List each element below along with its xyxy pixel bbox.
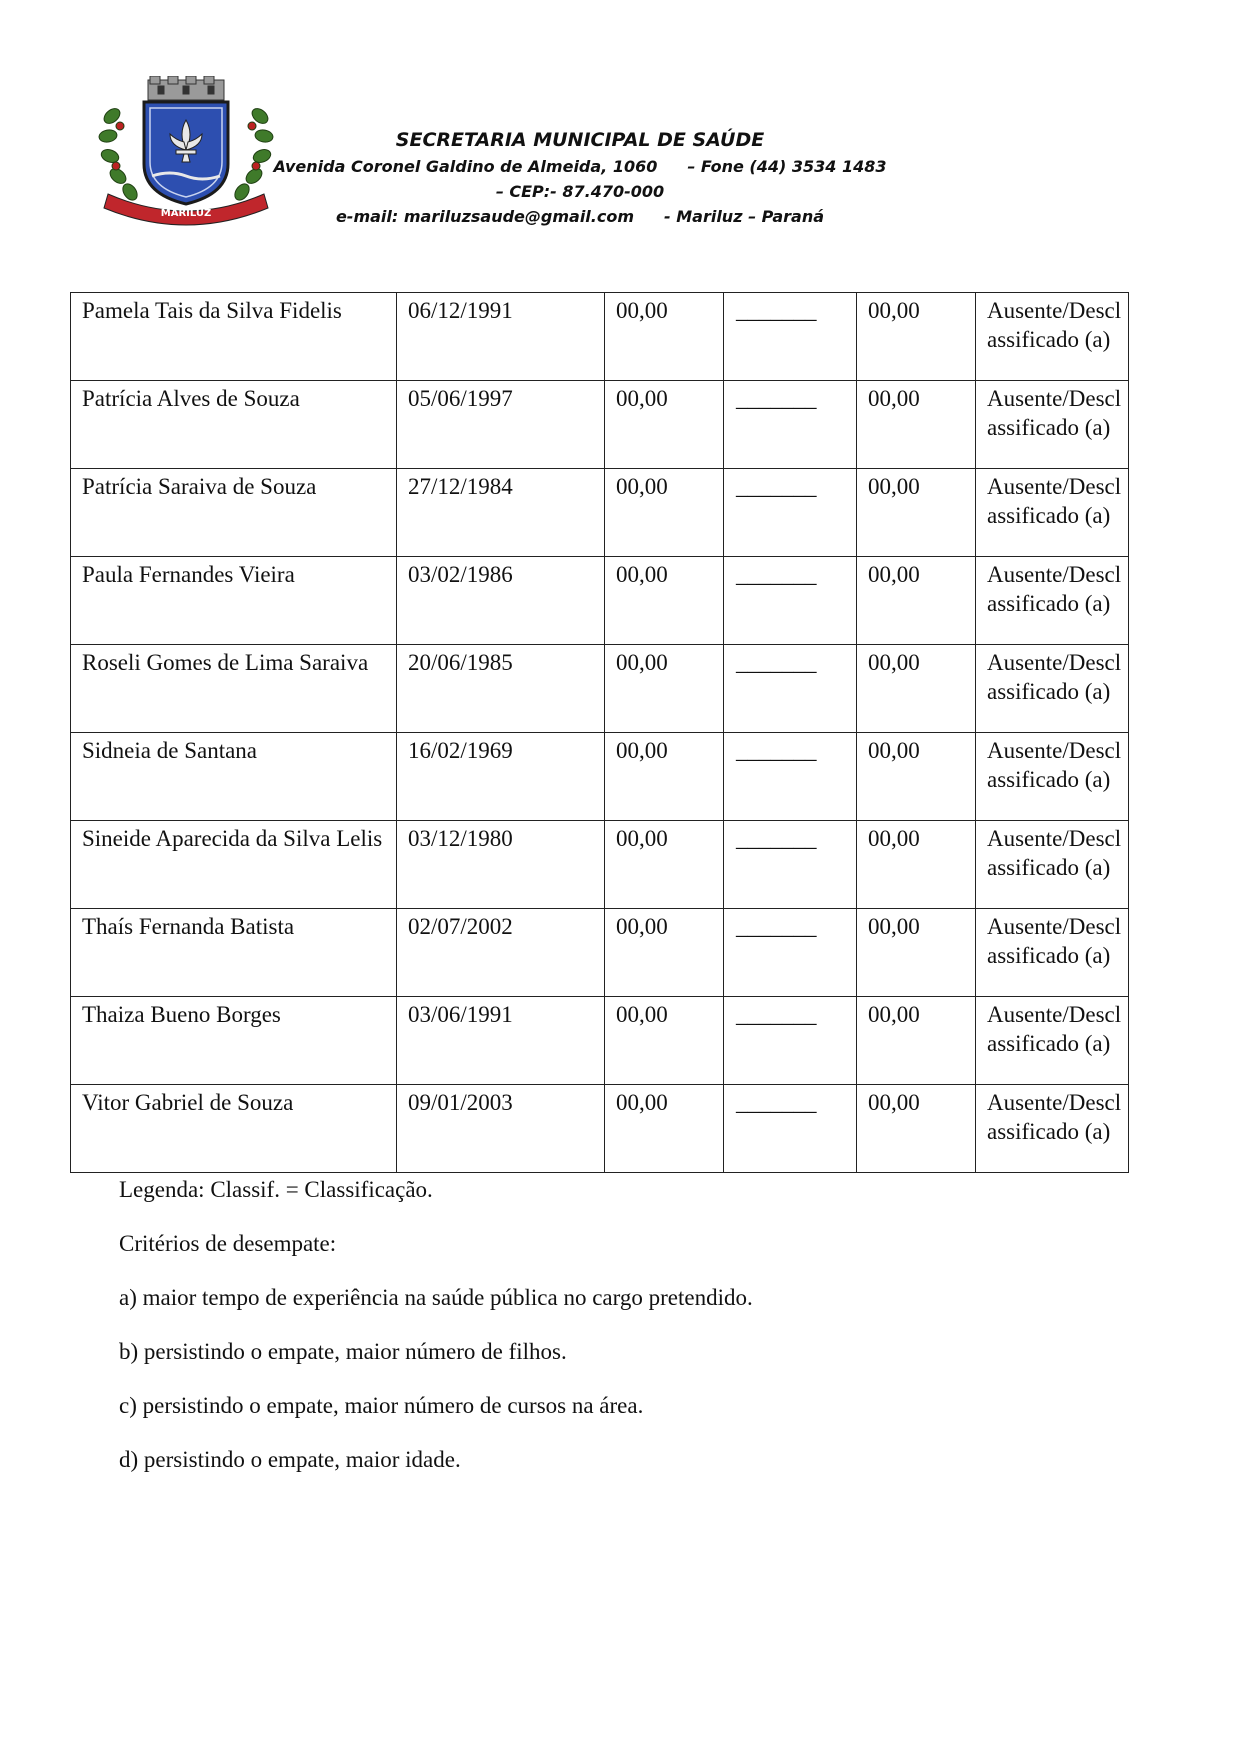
table-row (71, 557, 1129, 645)
status-cell: Ausente/Desclassificado (a) (976, 733, 1129, 821)
score-cell: 00,00 (605, 469, 724, 557)
score-cell: 00,00 (605, 821, 724, 909)
blank-cell: _______ (724, 1085, 857, 1173)
blank-cell: _______ (724, 909, 857, 997)
total-cell: 00,00 (857, 997, 976, 1085)
candidate-name-cell: Pamela Tais da Silva Fidelis (71, 293, 397, 381)
birth-date-cell: 03/02/1986 (397, 557, 605, 645)
contact-line (230, 204, 930, 229)
address-line (230, 154, 930, 179)
total-cell: 00,00 (857, 645, 976, 733)
blank-cell: _______ (724, 733, 857, 821)
status-cell: Ausente/Desclassificado (a) (976, 557, 1129, 645)
status-cell: Ausente/Desclassificado (a) (976, 469, 1129, 557)
letterhead (230, 126, 930, 229)
score-cell: 00,00 (605, 645, 724, 733)
status-cell: Ausente/Desclassificado (a) (976, 821, 1129, 909)
candidate-name-cell: Sidneia de Santana (71, 733, 397, 821)
birth-date-cell: 02/07/2002 (397, 909, 605, 997)
laurel-left (98, 106, 140, 203)
score-cell: 00,00 (605, 381, 724, 469)
total-cell: 00,00 (857, 381, 976, 469)
city-text: - Mariluz – Paraná (664, 207, 825, 226)
mural-crown (148, 76, 224, 100)
birth-date-cell: 05/06/1997 (397, 381, 605, 469)
total-cell: 00,00 (857, 821, 976, 909)
total-cell: 00,00 (857, 293, 976, 381)
candidate-name-cell: Patrícia Alves de Souza (71, 381, 397, 469)
status-cell: Ausente/Desclassificado (a) (976, 997, 1129, 1085)
blank-cell: _______ (724, 469, 857, 557)
total-cell: 00,00 (857, 733, 976, 821)
status-cell: Ausente/Desclassificado (a) (976, 645, 1129, 733)
crest-ribbon-text: MARILUZ (160, 208, 212, 219)
score-cell: 00,00 (605, 557, 724, 645)
score-cell: 00,00 (605, 733, 724, 821)
total-cell: 00,00 (857, 909, 976, 997)
score-cell: 00,00 (605, 293, 724, 381)
score-cell: 00,00 (605, 997, 724, 1085)
table-row (71, 821, 1129, 909)
total-cell: 00,00 (857, 557, 976, 645)
phone-text: – Fone (44) 3534 1483 (687, 157, 887, 176)
birth-date-cell: 27/12/1984 (397, 469, 605, 557)
table-row (71, 293, 1129, 381)
address-text: Avenida Coronel Galdino de Almeida, 1060 (273, 157, 658, 176)
email-text: e-mail: mariluzsaude@gmail.com (335, 207, 635, 226)
blank-cell: _______ (724, 381, 857, 469)
results-table (70, 292, 1129, 1173)
table-row (71, 469, 1129, 557)
candidate-name-cell: Thaiza Bueno Borges (71, 997, 397, 1085)
blank-cell: _______ (724, 645, 857, 733)
status-cell: Ausente/Desclassificado (a) (976, 1085, 1129, 1173)
blank-cell: _______ (724, 821, 857, 909)
total-cell: 00,00 (857, 1085, 976, 1173)
candidate-name-cell: Paula Fernandes Vieira (71, 557, 397, 645)
table-row (71, 645, 1129, 733)
table-row (71, 909, 1129, 997)
criterion-a: a) maior tempo de experiência na saúde pública no cargo pretendido. (119, 1285, 753, 1310)
birth-date-cell: 06/12/1991 (397, 293, 605, 381)
blank-cell: _______ (724, 997, 857, 1085)
candidate-name-cell: Patrícia Saraiva de Souza (71, 469, 397, 557)
cep-text: – CEP:- 87.470-000 (495, 182, 665, 201)
department-title: SECRETARIA MUNICIPAL DE SAÚDE (395, 129, 765, 151)
table-row (71, 1085, 1129, 1173)
candidate-name-cell: Roseli Gomes de Lima Saraiva (71, 645, 397, 733)
total-cell: 00,00 (857, 469, 976, 557)
table-row (71, 733, 1129, 821)
results-table-body (71, 293, 1129, 1173)
criterion-d: d) persistindo o empate, maior idade. (119, 1447, 461, 1472)
criterion-b: b) persistindo o empate, maior número de filhos. (119, 1339, 567, 1364)
legend-section (119, 1176, 1119, 1500)
table-row (71, 381, 1129, 469)
candidate-name-cell: Vitor Gabriel de Souza (71, 1085, 397, 1173)
status-cell: Ausente/Desclassificado (a) (976, 293, 1129, 381)
status-cell: Ausente/Desclassificado (a) (976, 909, 1129, 997)
legend-line: Legenda: Classif. = Classificação. (119, 1177, 433, 1202)
blank-cell: _______ (724, 557, 857, 645)
criterion-c: c) persistindo o empate, maior número de cursos na área. (119, 1393, 644, 1418)
score-cell: 00,00 (605, 1085, 724, 1173)
score-cell: 00,00 (605, 909, 724, 997)
blank-cell: _______ (724, 293, 857, 381)
birth-date-cell: 09/01/2003 (397, 1085, 605, 1173)
status-cell: Ausente/Desclassificado (a) (976, 381, 1129, 469)
candidate-name-cell: Sineide Aparecida da Silva Lelis (71, 821, 397, 909)
table-row (71, 997, 1129, 1085)
candidate-name-cell: Thaís Fernanda Batista (71, 909, 397, 997)
birth-date-cell: 16/02/1969 (397, 733, 605, 821)
birth-date-cell: 03/06/1991 (397, 997, 605, 1085)
birth-date-cell: 20/06/1985 (397, 645, 605, 733)
criteria-title: Critérios de desempate: (119, 1231, 337, 1256)
birth-date-cell: 03/12/1980 (397, 821, 605, 909)
